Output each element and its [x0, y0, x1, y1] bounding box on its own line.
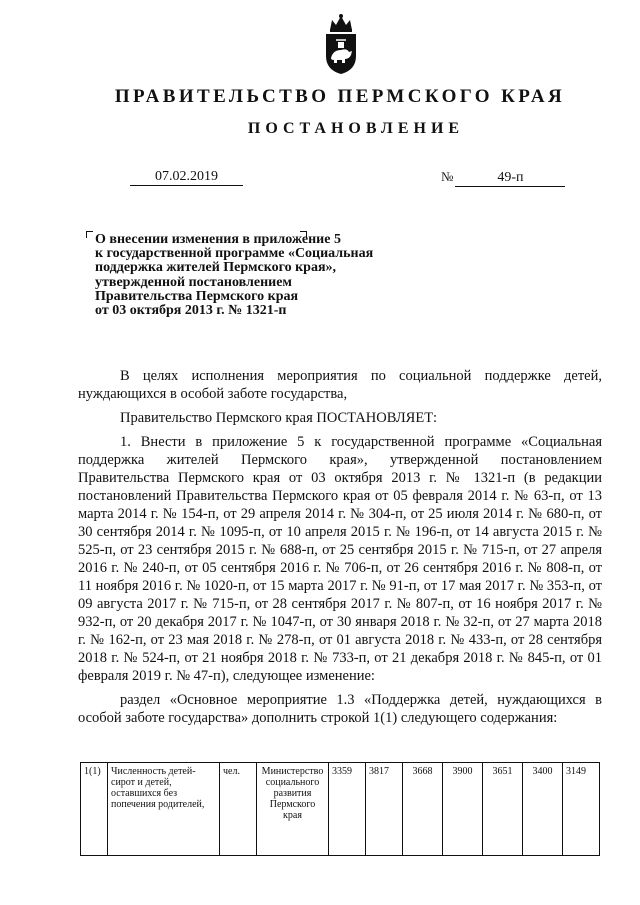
- document-body: [78, 367, 602, 727]
- indicator-cell: Численность детей-сирот и детей, оставшихся без попечения родителей,: [108, 763, 220, 856]
- body-paragraph-change: раздел «Основное мероприятие 1.3 «Поддержка детей, нуждающихся в особой заботе государства» дополнить строкой 1(1) следующего содержания:: [78, 692, 602, 726]
- subject-line: утвержденной постановлением: [95, 274, 292, 290]
- subject-line: поддержка жителей Пермского края»,: [95, 260, 337, 276]
- document-date: 07.02.2019: [130, 169, 243, 186]
- amendment-table: [80, 762, 600, 856]
- subject-line: Правительства Пермского края: [95, 288, 299, 304]
- body-paragraph-resolves: Правительство Пермского края ПОСТАНОВЛЯЕТ:: [120, 410, 438, 426]
- number-label: №: [441, 169, 454, 184]
- value-cell: 3149: [563, 763, 600, 856]
- subject-line: от 03 октября 2013 г. № 1321-п: [95, 303, 287, 319]
- value-cell: 3668: [403, 763, 443, 856]
- body-paragraph-purpose: В целях исполнения мероприятия по социальной поддержке детей, нуждающихся в особой заботе государства,: [78, 368, 602, 402]
- subject-line: к государственной программе «Социальная: [95, 246, 374, 262]
- subject-line: О внесении изменения в приложение 5: [95, 232, 341, 247]
- document-subject: [95, 233, 425, 318]
- organization-title: ПРАВИТЕЛЬСТВО ПЕРМСКОГО КРАЯ: [114, 86, 566, 107]
- value-cell: 3400: [523, 763, 563, 856]
- body-paragraph-item-1: 1. Внести в приложение 5 к государственной программе «Социальная поддержка жителей Пермского края», утвержденной постановлением Правительства Пермского края от 03 октября 2013 г. № 1321-п (в редакции постановлений Правительства Пермского края от 05 февраля 2014 г. № 63-п, от 13 марта 2014 г. № 154-п, от 29 апреля 2014 г. № 304-п, от 25 июля 2014 г. № 680-п, от 30 сентября 2014 г. № 1095-п, от 10 апреля 2015 г. № 196-п, от 14 августа 2015 г. № 525-п, от 23 сентября 2015 г. № 688-п, от 25 сентября 2015 г. № 715-п, от 27 апреля 2016 г. № 240-п, от 05 сентября 2016 г. № 706-п, от 26 сентября 2016 г. № 808-п, от 11 ноября 2016 г. № 1020-п, от 15 марта 2017 г. № 91-п, от 17 мая 2017 г. № 353-п, от 09 августа 2017 г. № 715-п, от 28 сентября 2017 г. № 807-п, от 16 ноября 2017 г. № 932-п, от 20 декабря 2017 г. № 1047-п, от 30 января 2018 г. № 32-п, от 27 марта 2018 г. № 162-п, от 23 мая 2018 г. № 278-п, от 01 августа 2018 г. № 433-п, от 28 сентября 2018 г. № 524-п, от 21 ноября 2018 г. № 733-п, от 21 декабря 2018 г. № 845-п, от 01 февраля 2019 г. № 47-п), следующее изменение:: [78, 434, 602, 684]
- value-cell: 3817: [366, 763, 403, 856]
- document-type: ПОСТАНОВЛЕНИЕ: [247, 120, 465, 137]
- value-cell: 3359: [329, 763, 366, 856]
- table-row: [81, 763, 600, 856]
- perm-krai-coat-of-arms-icon: [321, 12, 361, 76]
- executor-cell: Министерство социального развития Пермского края: [257, 763, 329, 856]
- document-number-field: [441, 169, 565, 187]
- subject-bracket-left: [86, 231, 93, 238]
- document-number: 49-п: [455, 170, 565, 187]
- row-number: 1(1): [81, 763, 108, 856]
- value-cell: 3900: [443, 763, 483, 856]
- value-cell: 3651: [483, 763, 523, 856]
- unit-cell: чел.: [220, 763, 257, 856]
